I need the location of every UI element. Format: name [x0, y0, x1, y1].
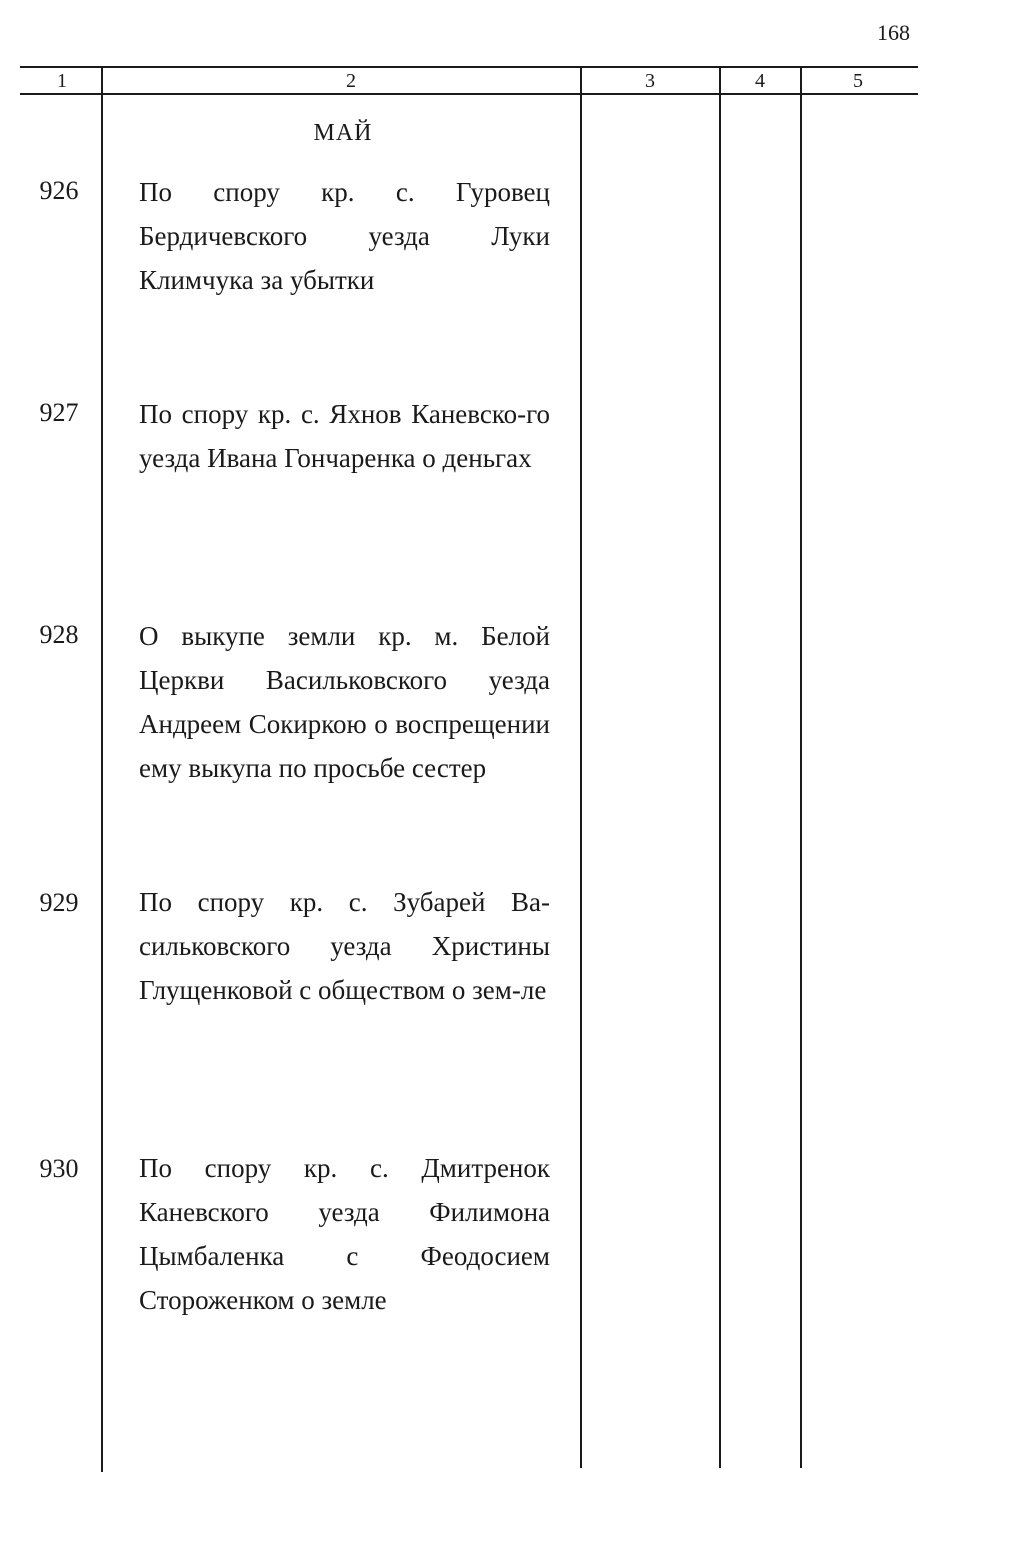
- entry-number: 928: [39, 620, 79, 649]
- entry-text: О выкупе земли кр. м. Белой Церкви Васильковского уезда Андреем Сокиркою о воспрещении ему выкупа по просьбе сестер: [139, 621, 550, 783]
- column-separator-3: [719, 66, 721, 1468]
- entry-text: По спору кр. с. Зубарей Ва-сильковского уезда Христины Глущенковой с обществом о зем-ле: [139, 887, 550, 1005]
- column-header-2: 2: [346, 70, 356, 92]
- entry-text: По спору кр. с. Яхнов Каневско-го уезда Ивана Гончаренка о деньгах: [139, 399, 550, 473]
- entry-text: По спору кр. с. Дмитренок Каневского уезда Филимона Цымбаленка с Феодосием Стороженком о земле: [139, 1153, 550, 1315]
- column-separator-1: [101, 66, 103, 1472]
- entry-number: 927: [39, 398, 79, 427]
- header-bottom-rule: [20, 93, 918, 95]
- entry-number: 926: [39, 176, 79, 205]
- column-separator-4: [800, 66, 802, 1468]
- entry-number: 929: [39, 888, 79, 917]
- column-header-1: 1: [57, 70, 67, 92]
- entry-number: 930: [39, 1154, 79, 1183]
- column-separator-2: [580, 66, 582, 1468]
- header-top-rule: [20, 66, 918, 68]
- entry-text: По спору кр. с. Гуровец Бердичевского уезда Луки Климчука за убытки: [139, 177, 550, 295]
- column-header-5: 5: [853, 70, 863, 92]
- page-number: 168: [877, 20, 910, 45]
- column-header-3: 3: [645, 70, 655, 92]
- month-heading: МАЙ: [313, 120, 373, 146]
- column-header-4: 4: [755, 70, 765, 92]
